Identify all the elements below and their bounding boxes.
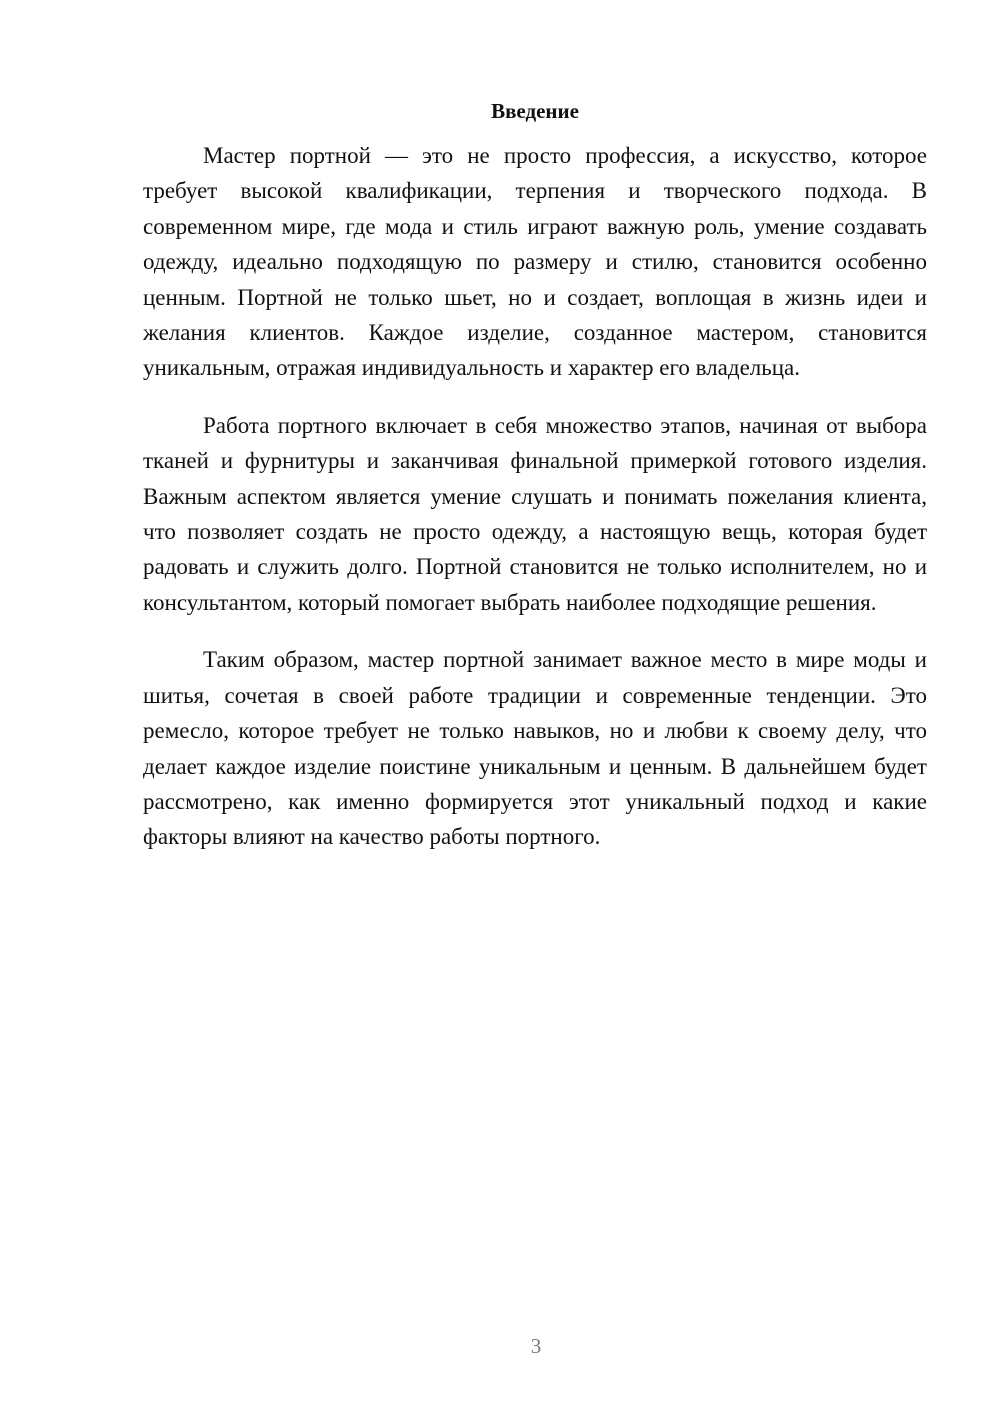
section-title: Введение (491, 99, 579, 123)
page-content (143, 96, 927, 877)
paragraph-2: Работа портного включает в себя множество этапов, начиная от выбора тканей и фурнитуры и заканчивая финальной примеркой готового изделия. Важным аспектом является умение слушать и понимать пожелания клиента, что позволяет создать не просто одежду, а настоящую вещь, которая будет радовать и служить долго. Портной становится не только исполнителем, но и консультантом, который помогает выбрать наиболее подходящие решения. (143, 412, 927, 615)
page-number: 3 (530, 1334, 542, 1358)
paragraph-3: Таким образом, мастер портной занимает важное место в мире моды и шитья, сочетая в своей работе традиции и современные тенденции. Это ремесло, которое требует не только навыков, но и любви к своему делу, что делает каждое изделие поистине уникальным и ценным. В дальнейшем будет рассмотрено, как именно формируется этот уникальный подход и какие факторы влияют на качество работы портного. (143, 647, 927, 850)
paragraph-1: Мастер портной — это не просто профессия, а искусство, которое требует высокой квалификации, терпения и творческого подхода. В современном мире, где мода и стиль играют важную роль, умение создавать одежду, идеально подходящую по размеру и стилю, становится особенно ценным. Портной не только шьет, но и создает, воплощая в жизнь идеи и желания клиентов. Каждое изделие, созданное мастером, становится уникальным, отражая индивидуальность и характер его владельца. (143, 143, 927, 381)
